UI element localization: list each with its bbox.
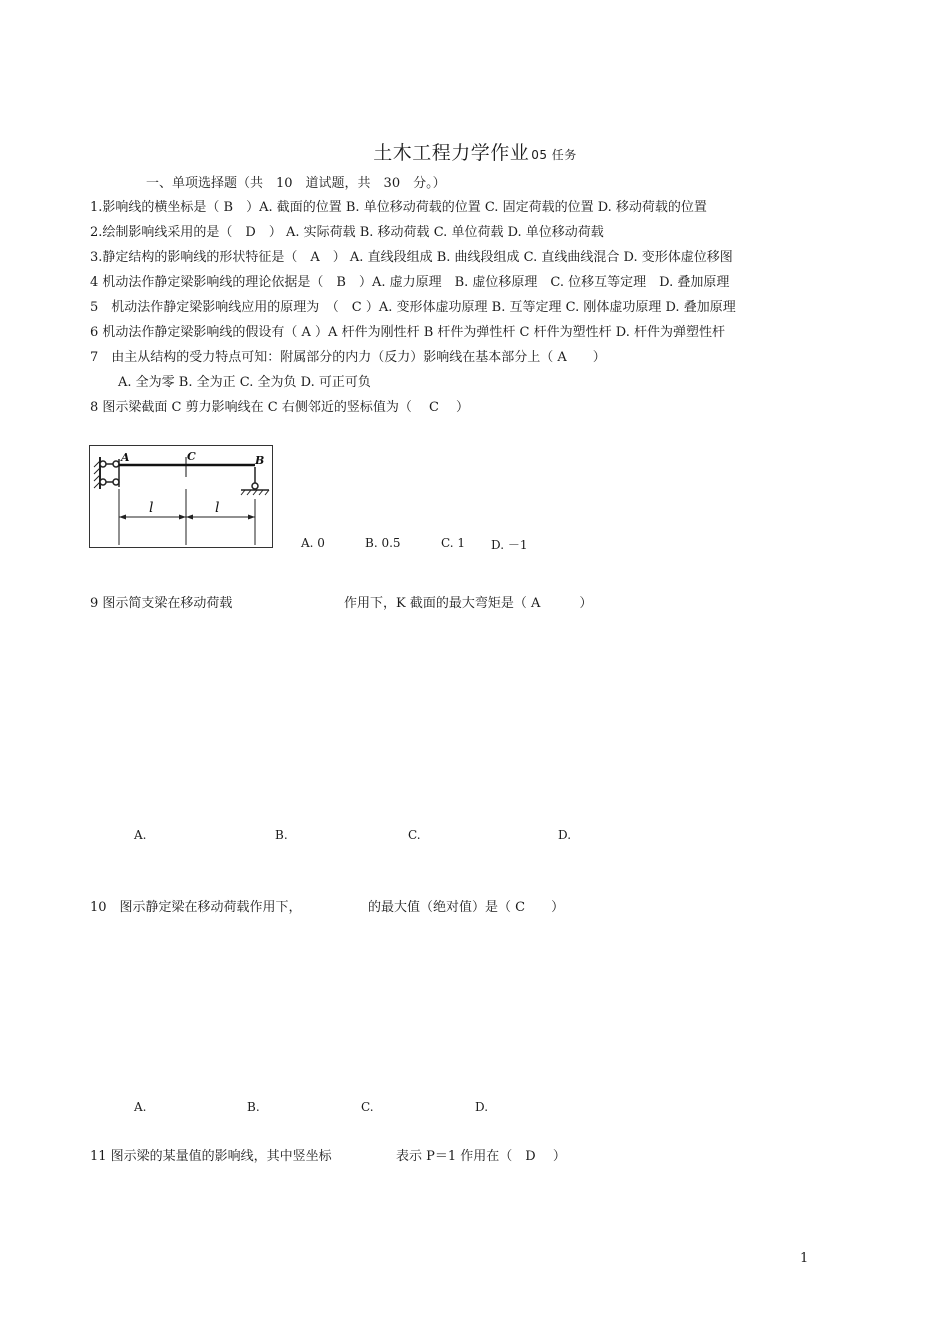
q10-option-a: A.	[134, 1100, 147, 1114]
question-7: 7 由主从结构的受力特点可知：附属部分的内力（反力）影响线在基本部分上（ A ）	[90, 350, 606, 365]
question-5: 5 机动法作静定梁影响线应用的原理为 （ C ）A. 变形体虚功原理 B. 互等定理 C. 刚体虚功原理 D. 叠加原理	[90, 300, 736, 315]
q8-option-b: B. 0.5	[365, 536, 401, 550]
question-6: 6 机动法作静定梁影响线的假设有（ A ）A 杆件为刚性杆 B 杆件为弹性杆 C 杆件为塑性杆 D. 杆件为弹塑性杆	[90, 325, 725, 340]
question-11-part1: 11 图示梁的某量值的影响线，其中竖坐标	[90, 1149, 332, 1164]
question-3: 3.静定结构的影响线的形状特征是（ A ） A. 直线段组成 B. 曲线段组成 C. 直线曲线混合 D. 变形体虚位移图	[90, 250, 733, 265]
q9-option-c: C.	[408, 828, 421, 842]
question-10-part2: 的最大值（绝对值）是（ C ）	[368, 900, 565, 915]
question-1: 1.影响线的横坐标是（ B ）A. 截面的位置 B. 单位移动荷载的位置 C. 固定荷载的位置 D. 移动荷载的位置	[90, 200, 707, 215]
label-c: C	[187, 450, 196, 463]
beam-figure	[89, 445, 273, 548]
question-10-part1: 10 图示静定梁在移动荷载作用下，	[90, 900, 302, 915]
page-title	[0, 138, 950, 165]
label-a: A	[121, 451, 130, 464]
question-7-options: A. 全为零 B. 全为正 C. 全为负 D. 可正可负	[118, 375, 371, 390]
q8-option-c: C. 1	[441, 536, 466, 550]
q9-option-a: A.	[134, 828, 147, 842]
title-main: 土木工程力学作业	[373, 142, 530, 164]
title-suffix: 05 任务	[531, 148, 577, 162]
section-heading: 一、单项选择题（共 10 道试题，共 30 分。）	[146, 176, 446, 191]
question-9-part2: 作用下，K 截面的最大弯矩是（ A ）	[344, 596, 593, 611]
q10-option-c: C.	[361, 1100, 374, 1114]
q8-option-d: D. －1	[491, 538, 528, 552]
question-11-part2: 表示 P＝1 作用在（ D ）	[396, 1149, 566, 1164]
question-2: 2.绘制影响线采用的是（ D ） A. 实际荷载 B. 移动荷载 C. 单位荷载 D. 单位移动荷载	[90, 225, 604, 240]
q9-option-b: B.	[275, 828, 288, 842]
q9-option-d: D.	[558, 828, 572, 842]
question-9-part1: 9 图示简支梁在移动荷载	[90, 596, 233, 611]
question-8: 8 图示梁截面 C 剪力影响线在 C 右侧邻近的竖标值为（ C ）	[90, 400, 470, 415]
page-number: 1	[800, 1251, 809, 1266]
label-b: B	[255, 454, 265, 467]
span-label-2: l	[215, 500, 220, 516]
q10-option-d: D.	[475, 1100, 489, 1114]
q10-option-b: B.	[247, 1100, 260, 1114]
span-label-1: l	[149, 500, 154, 516]
q8-option-a: A. 0	[301, 536, 325, 550]
question-4: 4 机动法作静定梁影响线的理论依据是（ B ）A. 虚力原理 B. 虚位移原理 C. 位移互等定理 D. 叠加原理	[90, 275, 730, 290]
